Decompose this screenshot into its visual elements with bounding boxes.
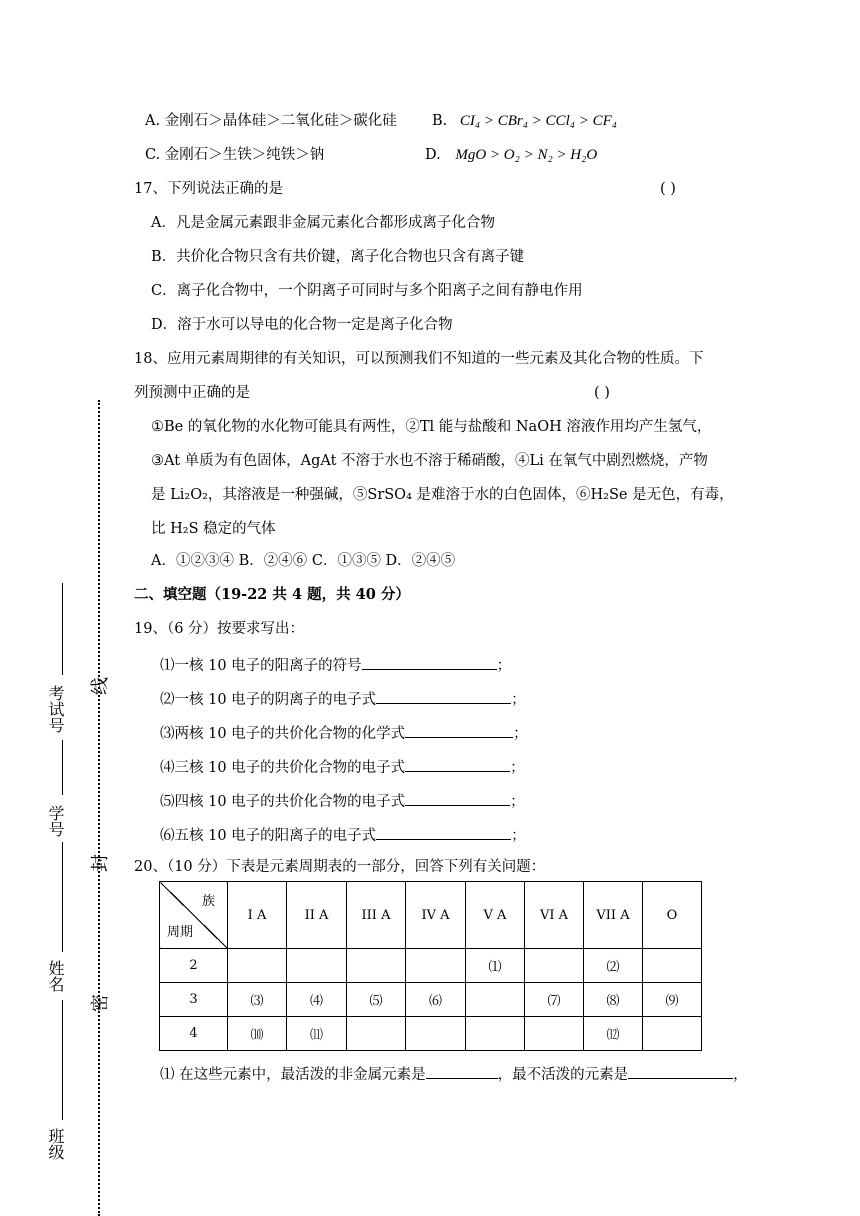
q19-item-3-text: ⑶两核 10 电子的共价化合物的化学式 bbox=[160, 726, 406, 742]
q18-stem-line1: 18、应用元素周期律的有关知识，可以预测我们不知道的一些元素及其化合物的性质。下 bbox=[134, 351, 704, 367]
q19-answer-blank-4[interactable] bbox=[405, 755, 510, 772]
table-cell: ⑼ bbox=[643, 983, 702, 1017]
q19-answer-blank-1[interactable] bbox=[362, 653, 497, 670]
table-cell: ⑸ bbox=[347, 983, 406, 1017]
q17-answer-paren: ( ) bbox=[660, 181, 676, 197]
table-cell bbox=[347, 1017, 406, 1051]
table-row bbox=[160, 983, 702, 1017]
kaoshihao-underline bbox=[62, 583, 63, 675]
q16-option-a: A. 金刚石＞晶体硅＞二氧化硅＞碳化硅 bbox=[145, 113, 397, 129]
xuehao-underline-top bbox=[62, 740, 63, 795]
q18-options: A．①②③④ B．②④⑥ C．①③⑤ D．②④⑤ bbox=[151, 553, 456, 569]
q19-item-1 bbox=[160, 653, 511, 676]
q16-option-b-formula: CI₄ > CBr₄ > CCl₄ > CF₄ bbox=[459, 113, 617, 129]
xingming-label: 姓名 bbox=[46, 960, 65, 992]
q17-option-b: B．共价化合物只含有共价键，离子化合物也只含有离子键 bbox=[151, 249, 525, 265]
table-cell bbox=[228, 949, 287, 983]
q18-item-line3: 是 Li₂O₂，其溶液是一种强碱，⑤SrSO₄ 是难溶于水的白色固体，⑥H₂Se 是无色，有毒， bbox=[151, 487, 734, 503]
q18-item-line1: ①Be 的氧化物的水化物可能具有两性，②Tl 能与盐酸和 NaOH 溶液作用均产生氢气， bbox=[151, 419, 712, 435]
table-cell: ⑴ bbox=[466, 949, 525, 983]
table-cell: ⑿ bbox=[584, 1017, 643, 1051]
table-row bbox=[160, 1017, 702, 1051]
section-title: 二、填空题（19-22 共 4 题，共 40 分） bbox=[134, 586, 410, 603]
q19-item-2 bbox=[160, 687, 526, 710]
group-header: VII A bbox=[584, 882, 643, 949]
table-cell: ⑶ bbox=[228, 983, 287, 1017]
q20-answer-blank-2[interactable] bbox=[628, 1062, 733, 1079]
q18-stem-line2: 列预测中正确的是 bbox=[134, 385, 250, 401]
q19-item-3-end: ； bbox=[513, 726, 528, 742]
q20-subquestion-1 bbox=[160, 1062, 748, 1085]
table-cell bbox=[643, 1017, 702, 1051]
q18-answer-paren: ( ) bbox=[594, 385, 610, 401]
q19-answer-blank-3[interactable] bbox=[405, 721, 513, 738]
q16-option-b-label: B. bbox=[432, 113, 448, 129]
corner-period-label: 周期 bbox=[167, 925, 194, 940]
q16-option-d-label: D. bbox=[425, 147, 441, 163]
xingming-underline bbox=[62, 1000, 63, 1120]
banji-label: 班级 bbox=[46, 1128, 65, 1160]
period-label: 4 bbox=[160, 1017, 228, 1051]
q19-answer-blank-6[interactable] bbox=[376, 823, 511, 840]
q19-item-5-text: ⑸四核 10 电子的共价化合物的电子式 bbox=[160, 794, 406, 810]
kaoshihao-label: 考试号 bbox=[46, 685, 65, 733]
table-cell bbox=[466, 1017, 525, 1051]
group-header: V A bbox=[466, 882, 525, 949]
q19-item-2-text: ⑵一核 10 电子的阴离子的电子式 bbox=[160, 692, 377, 708]
q16-option-d-formula: MgO > O₂ > N₂ > H₂O bbox=[455, 147, 598, 163]
q16-option-b bbox=[432, 111, 617, 131]
group-header: O bbox=[643, 882, 702, 949]
q19-item-6-text: ⑹五核 10 电子的阳离子的电子式 bbox=[160, 828, 377, 844]
q17-option-a: A．凡是金属元素跟非金属元素化合都形成离子化合物 bbox=[151, 215, 495, 231]
q16-option-c: C. 金刚石＞生铁＞纯铁＞钠 bbox=[145, 147, 325, 163]
q17-stem: 17、下列说法正确的是 bbox=[134, 181, 283, 197]
q18-item-line2: ③At 单质为有色固体，AgAt 不溶于水也不溶于稀硝酸，④Li 在氧气中剧烈燃烧，产物 bbox=[151, 453, 708, 469]
q20-stem: 20、（10 分）下表是元素周期表的一部分，回答下列有关问题： bbox=[134, 859, 546, 875]
table-corner-cell bbox=[160, 882, 228, 949]
q19-item-6 bbox=[160, 823, 526, 846]
group-header: III A bbox=[347, 882, 406, 949]
table-cell: ⑹ bbox=[406, 983, 466, 1017]
q19-item-2-end: ； bbox=[511, 692, 526, 708]
seal-char-mi: 密 bbox=[90, 994, 111, 1012]
periodic-table bbox=[159, 881, 702, 1051]
seal-char-feng: 封 bbox=[90, 854, 111, 872]
q20-sub1-end: ， bbox=[733, 1067, 748, 1083]
table-cell: ⑵ bbox=[584, 949, 643, 983]
xuehao-underline bbox=[62, 842, 63, 952]
q19-item-1-end: ； bbox=[496, 658, 512, 674]
group-header: I A bbox=[228, 882, 287, 949]
table-header-row bbox=[160, 882, 702, 949]
q19-item-4 bbox=[160, 755, 525, 778]
q19-item-4-end: ； bbox=[510, 760, 525, 776]
q20-sub1-text-b: ，最不活泼的元素是 bbox=[497, 1067, 629, 1083]
table-cell bbox=[525, 1017, 584, 1051]
period-label: 2 bbox=[160, 949, 228, 983]
q19-item-5-end: ； bbox=[510, 794, 525, 810]
binding-dotted-line bbox=[98, 400, 100, 1216]
table-cell bbox=[525, 949, 584, 983]
q20-sub1-text-a: ⑴ 在这些元素中，最活泼的非金属元素是 bbox=[160, 1067, 426, 1083]
table-cell bbox=[287, 949, 347, 983]
q20-answer-blank-1[interactable] bbox=[426, 1062, 498, 1079]
group-header: IV A bbox=[406, 882, 466, 949]
table-cell bbox=[406, 949, 466, 983]
q19-item-4-text: ⑷三核 10 电子的共价化合物的电子式 bbox=[160, 760, 406, 776]
group-header: II A bbox=[287, 882, 347, 949]
q19-item-6-end: ； bbox=[511, 828, 526, 844]
seal-char-xian: 线 bbox=[90, 677, 111, 695]
table-cell: ⑻ bbox=[584, 983, 643, 1017]
q19-item-1-text: ⑴一核 10 电子的阳离子的符号 bbox=[160, 658, 362, 674]
q19-stem: 19、（6 分）按要求写出： bbox=[134, 621, 305, 637]
q19-answer-blank-5[interactable] bbox=[405, 789, 510, 806]
xuehao-label: 学号 bbox=[46, 805, 65, 837]
q17-option-c: C．离子化合物中，一个阴离子可同时与多个阳离子之间有静电作用 bbox=[151, 283, 583, 299]
table-row bbox=[160, 949, 702, 983]
q18-item-line4: 比 H₂S 稳定的气体 bbox=[151, 521, 276, 537]
table-cell: ⑾ bbox=[287, 1017, 347, 1051]
table-cell: ⑷ bbox=[287, 983, 347, 1017]
table-cell: ⑽ bbox=[228, 1017, 287, 1051]
q16-option-d bbox=[425, 145, 597, 165]
table-cell: ⑺ bbox=[525, 983, 584, 1017]
table-cell bbox=[643, 949, 702, 983]
q19-item-5 bbox=[160, 789, 525, 812]
q17-option-d: D．溶于水可以导电的化合物一定是离子化合物 bbox=[151, 317, 453, 333]
period-label: 3 bbox=[160, 983, 228, 1017]
q19-answer-blank-2[interactable] bbox=[376, 687, 511, 704]
group-header: VI A bbox=[525, 882, 584, 949]
table-cell bbox=[406, 1017, 466, 1051]
corner-group-label: 族 bbox=[201, 894, 215, 909]
q19-item-3 bbox=[160, 721, 528, 744]
table-cell bbox=[347, 949, 406, 983]
table-cell bbox=[466, 983, 525, 1017]
